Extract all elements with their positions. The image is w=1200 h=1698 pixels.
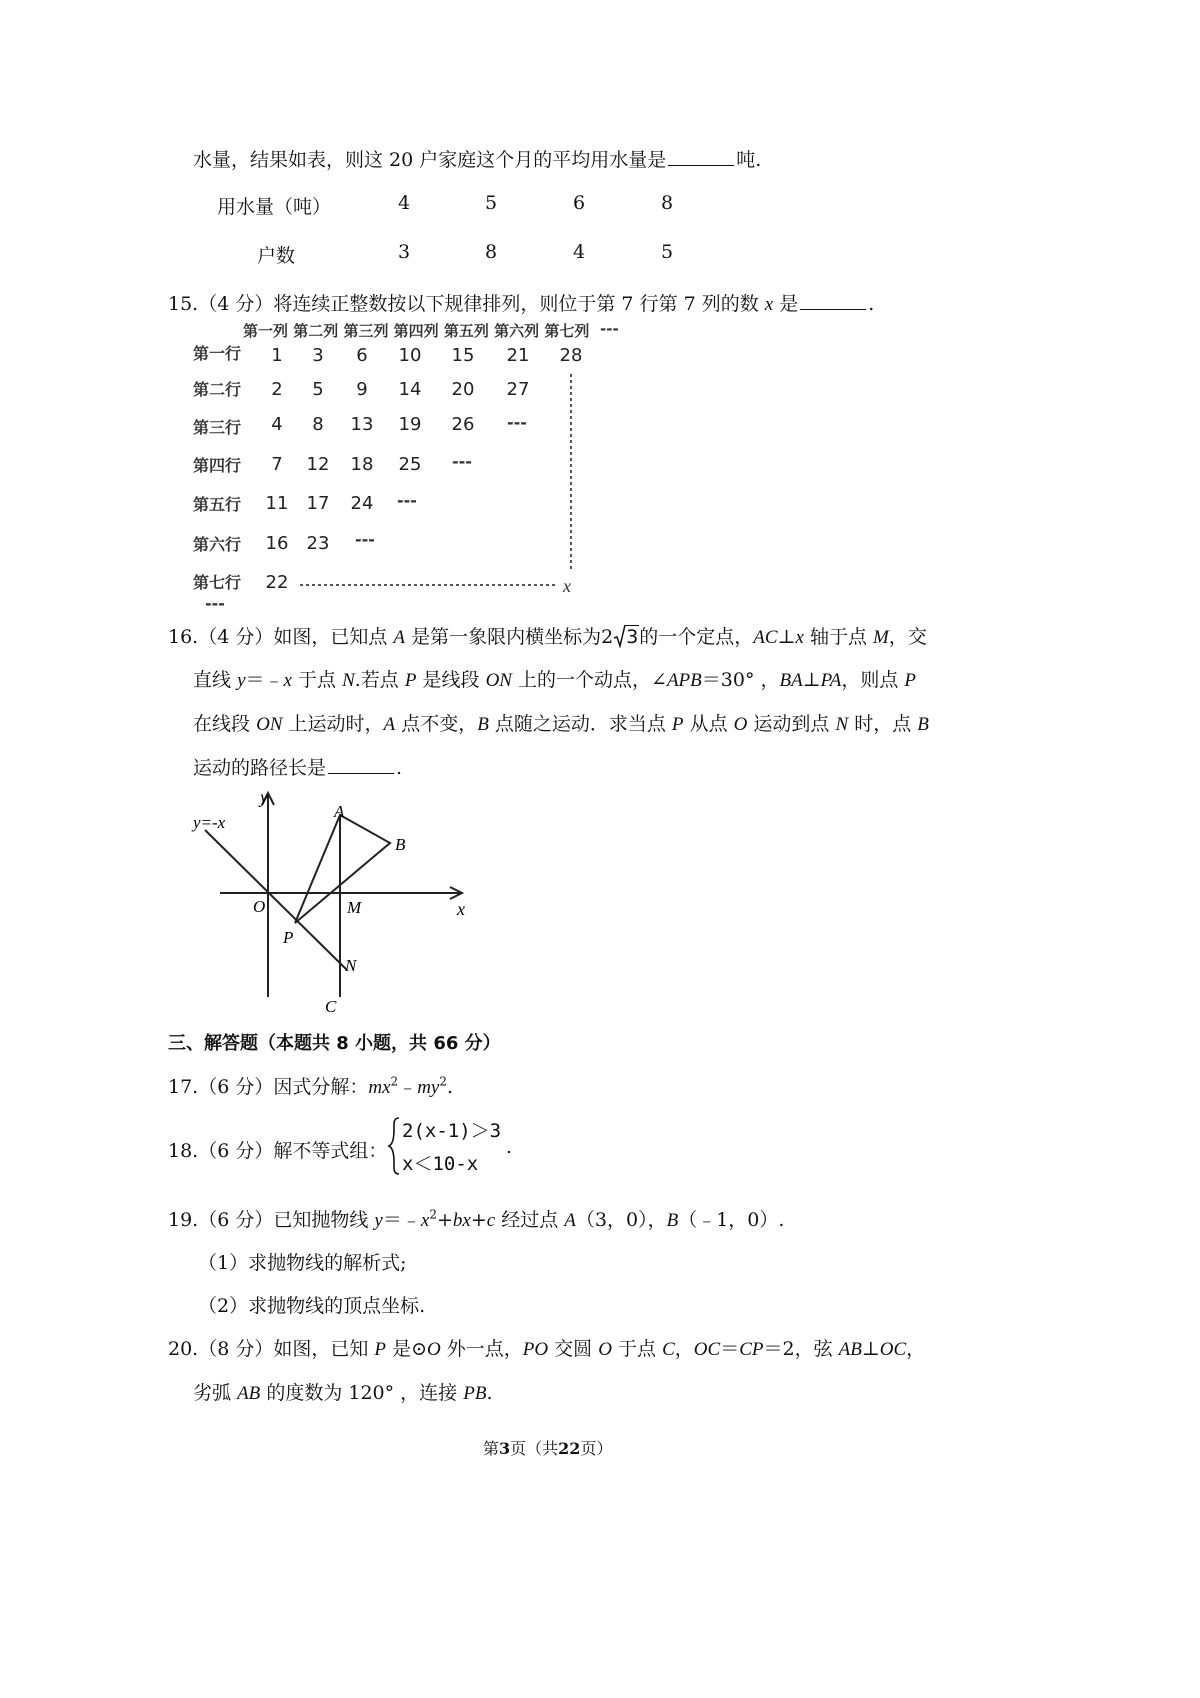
- point-C-label: C: [325, 997, 337, 1016]
- triangle-APB: [295, 815, 390, 923]
- sqrt-symbol: 3: [613, 626, 639, 648]
- table-cell: 8: [660, 192, 674, 214]
- table-row-label: 户数: [257, 245, 296, 267]
- question-17: 17.（6 分）因式分解：$mx^2﹣my^2$.: [168, 1074, 454, 1098]
- answer-blank: [668, 164, 734, 166]
- pattern-cell: 7: [271, 454, 283, 475]
- y-axis-label: y: [260, 787, 268, 807]
- pattern-cell: 18: [350, 454, 374, 475]
- pattern-cell: 13: [350, 414, 374, 435]
- inequality-1: 2(x-1)＞3: [402, 1120, 502, 1142]
- pattern-cell: 14: [398, 379, 422, 400]
- column-headers: 第一列 第二列 第三列 第四列 第五列 第六列 第七列: [243, 322, 590, 340]
- pattern-cell: 28: [559, 345, 583, 366]
- pattern-cell: 19: [398, 414, 422, 435]
- question-16-line-4: 运动的路径长是 .: [193, 757, 403, 779]
- pattern-cell: 27: [506, 379, 530, 400]
- table-cell: 4: [397, 192, 411, 214]
- row-continuation-dots: ---: [355, 530, 375, 549]
- pattern-cell: 6: [356, 345, 368, 366]
- point-M-label: M: [347, 898, 362, 917]
- inequality-2: x＜10-x: [402, 1153, 479, 1175]
- question-16-line-2: 直线 y＝﹣x 于点 N.若点 P 是线段 ON 上的一个动点，∠APB＝30° ，BA⊥PA，则点 P: [193, 669, 917, 691]
- point-A-label: A: [334, 802, 345, 821]
- answer-blank: [800, 308, 866, 310]
- line-label: y=-x: [193, 813, 226, 832]
- point-O-label: O: [253, 897, 266, 916]
- question-19-part-2: （2）求抛物线的顶点坐标.: [198, 1295, 426, 1317]
- section-heading: 三、解答题（本题共 8 小题，共 66 分）: [168, 1033, 501, 1054]
- table-cell: 5: [660, 241, 674, 263]
- pattern-cell: 22: [265, 572, 289, 593]
- row-label: 第六行: [193, 535, 242, 554]
- pattern-cell: 21: [506, 345, 530, 366]
- table-cell: 8: [484, 241, 498, 263]
- pattern-cell: 10: [398, 345, 422, 366]
- pattern-cell: 3: [312, 345, 324, 366]
- question-15: 15.（4 分）将连续正整数按以下规律排列，则位于第 7 行第 7 列的数 x 是 .: [168, 293, 875, 315]
- row-label: 第四行: [193, 456, 242, 475]
- x-axis-label: x: [457, 899, 465, 919]
- question-19-part-1: （1）求抛物线的解析式;: [198, 1252, 407, 1274]
- pattern-cell: 11: [265, 493, 289, 514]
- question-19: 19.（6 分）已知抛物线 $y=﹣x^2+bx+c$ 经过点 A（3，0），B（﹣1，0）.: [168, 1207, 785, 1231]
- dotted-guides: [290, 370, 580, 590]
- radical-sign-icon: [613, 624, 627, 648]
- question-20-line-2: 劣弧 AB 的度数为 120° ，连接 PB.: [193, 1382, 493, 1404]
- column-continuation-dots: ---: [600, 320, 619, 338]
- question-16-line-3: 在线段 ON 上运动时，A 点不变，B 点随之运动．求当点 P 从点 O 运动到点 N 时，点 B: [193, 713, 929, 735]
- pattern-cell: 20: [451, 379, 475, 400]
- target-cell-x: x: [563, 576, 571, 596]
- pattern-cell: 25: [398, 454, 422, 475]
- pattern-cell: 2: [271, 379, 283, 400]
- pattern-cell: 8: [312, 414, 324, 435]
- pattern-cell: 12: [306, 454, 330, 475]
- table-row-label: 用水量（吨）: [217, 196, 332, 218]
- row-label: 第五行: [193, 495, 242, 514]
- point-P-label: P: [283, 928, 294, 947]
- row-continuation-dots: ---: [397, 491, 417, 510]
- row-continuation-dots: ---: [507, 413, 527, 432]
- table-cell: 4: [572, 241, 586, 263]
- pattern-cell: 4: [271, 414, 283, 435]
- pattern-cell: 9: [356, 379, 368, 400]
- pattern-cell: 17: [306, 493, 330, 514]
- question-18: 18.（6 分）解不等式组：: [168, 1140, 388, 1162]
- question-16-line-1: 16.（4 分）如图，已知点 A 是第一象限内横坐标为2 3的一个定点，AC⊥x 轴于点 M，交: [168, 626, 927, 648]
- pattern-cell: 24: [350, 493, 374, 514]
- row-label: 第一行: [193, 344, 242, 363]
- point-B-label: B: [395, 835, 406, 854]
- q14-line: 水量，结果如表，则这 20 户家庭这个月的平均用水量是 吨.: [193, 149, 762, 171]
- answer-blank: [328, 772, 394, 774]
- pattern-cell: 16: [265, 533, 289, 554]
- pattern-cell: 26: [451, 414, 475, 435]
- question-20-line-1: 20.（8 分）如图，已知 P 是⊙O 外一点，PO 交圆 O 于点 C，OC＝CP＝2，弦 AB⊥OC，: [168, 1338, 926, 1360]
- page-footer: 第3页（共22页）: [483, 1439, 613, 1458]
- row-continuation-dots: ---: [205, 594, 225, 613]
- q16-geometry-figure: [185, 785, 485, 1020]
- pattern-cell: 1: [271, 345, 283, 366]
- row-label: 第三行: [193, 418, 242, 437]
- row-label: 第二行: [193, 380, 242, 399]
- table-cell: 5: [484, 192, 498, 214]
- pattern-cell: 5: [312, 379, 324, 400]
- q18-period: .: [506, 1136, 513, 1158]
- row-label: 第七行: [193, 573, 242, 592]
- table-cell: 3: [397, 241, 411, 263]
- pattern-cell: 15: [451, 345, 475, 366]
- left-brace-icon: [387, 1116, 401, 1176]
- pattern-cell: 23: [306, 533, 330, 554]
- table-cell: 6: [572, 192, 586, 214]
- point-N-label: N: [345, 956, 357, 975]
- row-continuation-dots: ---: [452, 452, 472, 471]
